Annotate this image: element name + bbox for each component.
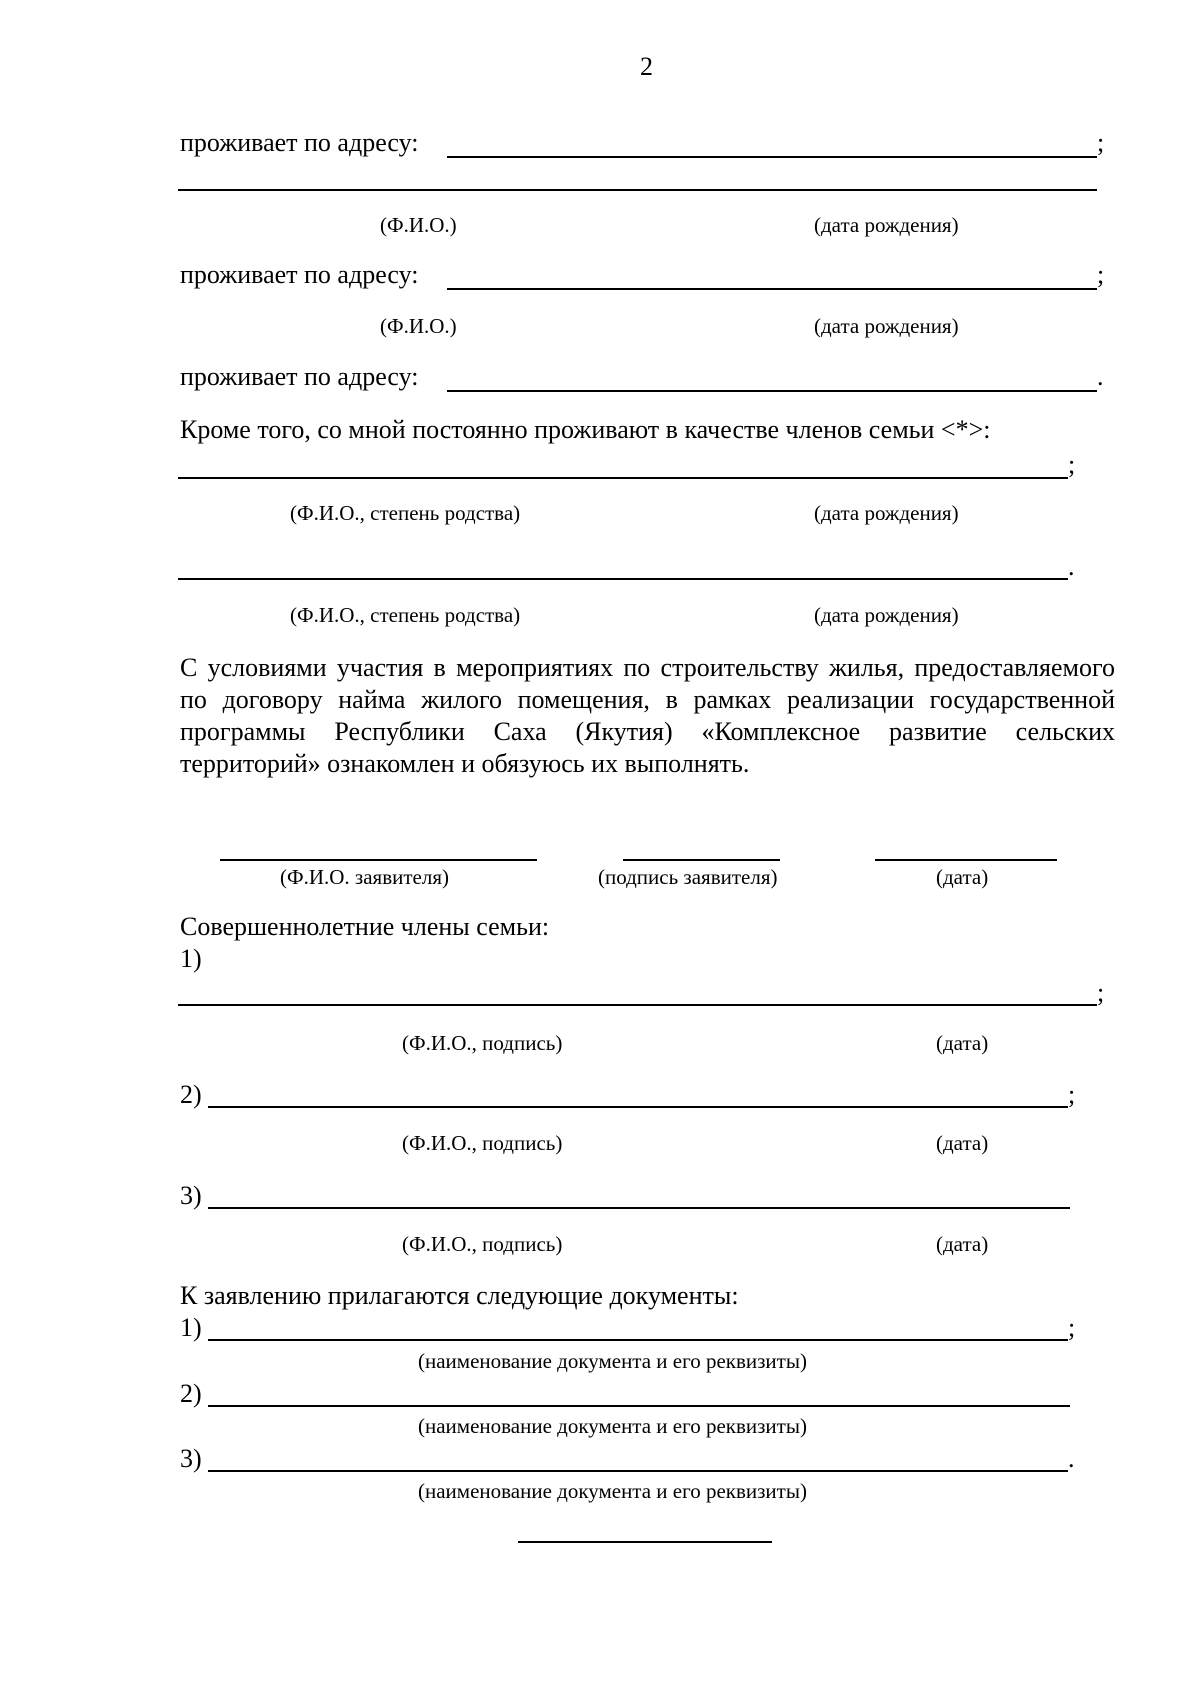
document-input-line[interactable] xyxy=(208,1405,1070,1407)
item-number: 3) xyxy=(180,1181,202,1210)
conditions-paragraph: С условиями участия в мероприятиях по строительству жилья, предоставляемого по договору найма жилого помещения, в рамках реализации государственной программы Республики Саха (Якутия) «Комплексное развитие сельских территорий» ознакомлен и обязуюсь их выполнять. xyxy=(180,653,1115,778)
item-number: 2) xyxy=(180,1080,202,1109)
address-label: проживает по адресу: xyxy=(180,260,419,289)
document-input-line[interactable] xyxy=(208,1470,1068,1472)
caption-applicant-signature: (подпись заявителя) xyxy=(598,865,778,889)
period: . xyxy=(1068,1444,1075,1473)
item-number: 1) xyxy=(180,1313,202,1342)
caption-fio-relation: (Ф.И.О., степень родства) xyxy=(290,603,521,627)
address-input-line[interactable] xyxy=(447,288,1097,290)
adult-member-input-line[interactable] xyxy=(178,1004,1097,1006)
caption-birth-date: (дата рождения) xyxy=(814,603,959,627)
fio-birthdate-input-line[interactable] xyxy=(178,189,1097,191)
address-input-line[interactable] xyxy=(447,156,1097,158)
caption-fio: (Ф.И.О.) xyxy=(380,314,457,338)
caption-date: (дата) xyxy=(936,1031,989,1055)
caption-fio: (Ф.И.О.) xyxy=(380,213,457,237)
applicant-fio-line[interactable] xyxy=(220,859,537,861)
family-member-input-line[interactable] xyxy=(178,477,1068,479)
closing-divider xyxy=(518,1541,772,1543)
adult-members-heading: Совершеннолетние члены семьи: xyxy=(180,912,550,941)
caption-fio-signature: (Ф.И.О., подпись) xyxy=(402,1131,563,1155)
caption-document-name: (наименование документа и его реквизиты) xyxy=(418,1349,807,1373)
semicolon: ; xyxy=(1097,260,1105,289)
caption-date: (дата) xyxy=(936,1131,989,1155)
family-intro: Кроме того, со мной постоянно проживают в качестве членов семьи <*>: xyxy=(180,415,991,444)
caption-document-name: (наименование документа и его реквизиты) xyxy=(418,1414,807,1438)
caption-fio-relation: (Ф.И.О., степень родства) xyxy=(290,501,521,525)
item-number: 1) xyxy=(180,944,202,973)
caption-birth-date: (дата рождения) xyxy=(814,314,959,338)
address-input-line[interactable] xyxy=(447,390,1097,392)
caption-date: (дата) xyxy=(936,1232,989,1256)
semicolon: ; xyxy=(1068,1313,1076,1342)
semicolon: ; xyxy=(1097,128,1105,157)
caption-birth-date: (дата рождения) xyxy=(814,213,959,237)
item-number: 2) xyxy=(180,1379,202,1408)
period: . xyxy=(1068,552,1075,581)
semicolon: ; xyxy=(1097,978,1105,1007)
caption-birth-date: (дата рождения) xyxy=(814,501,959,525)
period: . xyxy=(1097,362,1104,391)
semicolon: ; xyxy=(1068,1080,1076,1109)
documents-heading: К заявлению прилагаются следующие документы: xyxy=(180,1281,739,1310)
semicolon: ; xyxy=(1068,450,1076,479)
caption-document-name: (наименование документа и его реквизиты) xyxy=(418,1479,807,1503)
caption-applicant-fio: (Ф.И.О. заявителя) xyxy=(280,865,449,889)
family-member-input-line[interactable] xyxy=(178,578,1068,580)
adult-member-input-line[interactable] xyxy=(208,1207,1070,1209)
applicant-signature-line[interactable] xyxy=(623,859,780,861)
adult-member-input-line[interactable] xyxy=(208,1106,1068,1108)
address-label: проживает по адресу: xyxy=(180,128,419,157)
item-number: 3) xyxy=(180,1444,202,1473)
address-label: проживает по адресу: xyxy=(180,362,419,391)
document-input-line[interactable] xyxy=(208,1339,1068,1341)
caption-date: (дата) xyxy=(936,865,989,889)
caption-fio-signature: (Ф.И.О., подпись) xyxy=(402,1232,563,1256)
caption-fio-signature: (Ф.И.О., подпись) xyxy=(402,1031,563,1055)
applicant-date-line[interactable] xyxy=(875,859,1057,861)
page-number: 2 xyxy=(640,52,653,81)
